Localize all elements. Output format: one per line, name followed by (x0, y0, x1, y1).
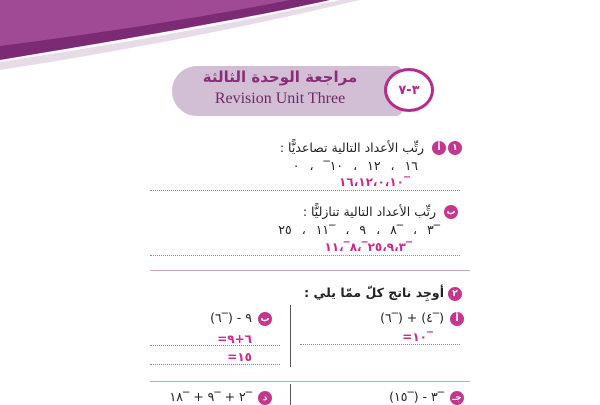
column-divider (290, 384, 291, 405)
question-1b-numbers: ‾٣ ، ‾٨ ، ٩ ، ‾١١ ، ٢٥ (278, 222, 440, 237)
question-2a-expression: (‾٤) + (‾٦) (380, 310, 444, 325)
section-divider (150, 270, 470, 271)
section-number-badge: ٣-٧ (384, 68, 434, 112)
answer-line (300, 344, 460, 345)
answer-line (150, 190, 460, 191)
section-divider (150, 381, 470, 382)
question-2-part-d-letter: د (258, 391, 272, 405)
section-title-arabic: مراجعة الوحدة الثالثة (202, 68, 358, 86)
question-2-part-a-letter: أ (450, 312, 464, 326)
question-1-part-b-letter: ب (444, 205, 458, 219)
answer-line (150, 255, 460, 256)
question-2a-answer: ‾١٠= (402, 330, 433, 344)
question-2-part-c-letter: جـ (450, 391, 464, 405)
question-2-part-b-letter: ب (258, 312, 272, 326)
question-2-number: ٢ (448, 287, 462, 301)
column-divider (290, 305, 291, 367)
question-1a-instruction: رتِّب الأعداد التالية تصاعديًّا : (279, 140, 424, 155)
answer-line (150, 364, 280, 365)
section-title-english: Revision Unit Three (214, 90, 346, 107)
question-2b-step: ٦+٩= (217, 332, 252, 346)
question-1b-instruction: رتِّب الأعداد التالية تنازليًّا : (302, 204, 436, 219)
question-2-instruction: أوجِد ناتج كلّ ممّا يلي : (304, 285, 444, 300)
question-2d-expression: ‾٢ + ‾٩ + ‾١٨ (169, 389, 252, 404)
answer-line (150, 345, 280, 346)
question-1a-numbers: ١٦ ، ١٢ ، ١٠‾ ، ٠ (292, 158, 418, 173)
question-1a-answer: ‾١٦،١٢،٠،١٠ (339, 175, 410, 189)
question-1-number: ١ (448, 141, 462, 155)
question-1b-answer: ‾٢٥،٩،٣‾،٨‾،١١ (324, 240, 412, 254)
question-2b-expression: ٩ - (‾٦) (210, 310, 252, 325)
question-1-part-a-letter: أ (432, 141, 446, 155)
question-2c-expression: ‾٣ - (‾١٥) (389, 389, 444, 404)
question-2b-answer: ١٥= (227, 350, 252, 364)
